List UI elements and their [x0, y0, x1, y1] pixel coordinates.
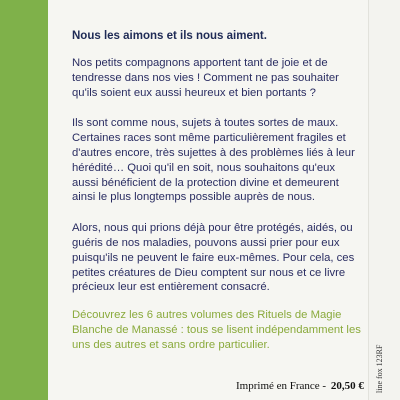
cover-edge-strip — [368, 0, 400, 400]
paragraph-series: Découvrez les 6 autres volumes des Rituels de Magie Blanche de Manassé : tous se lisent indépendamment les uns des autres et sans ordre particulier. — [72, 309, 361, 351]
paragraph-prayer: Alors, nous qui prions déjà pour être protégés, aidés, ou guéris de nos maladies, pouvons aussi prier pour eux puisqu'ils ne peuvent le faire eux-mêmes. Pour cela, ces petites créatures de Dieu comptent sur nous et ce livre précieux leur est entièrement consacré. — [72, 222, 355, 294]
price: 20,50 € — [330, 380, 364, 392]
print-price-line — [236, 380, 366, 392]
printed-in-label: Imprimé en France - — [236, 380, 327, 392]
paragraph-intro: Nos petits compagnons apportent tant de joie et de tendresse dans nos vies ! Comment ne pas souhaiter qu'ils soient eux aussi heureux et bien portants ? — [72, 57, 339, 99]
photo-credit: line fox 123RF — [375, 344, 384, 393]
heading: Nous les aimons et ils nous aiment. — [72, 30, 267, 42]
paragraph-health: Ils sont comme nous, sujets à toutes sortes de maux. Certaines races sont même particulièrement fragiles et d'autres encore, très sujettes à des problèmes liés à leur hérédité… Quoi qu'il en soit, nous souhaitons qu'eux aussi bénéficient de la protection divine et demeurent ainsi le plus longtemps possible auprès de nous. — [72, 117, 355, 204]
back-cover-text — [72, 28, 362, 353]
